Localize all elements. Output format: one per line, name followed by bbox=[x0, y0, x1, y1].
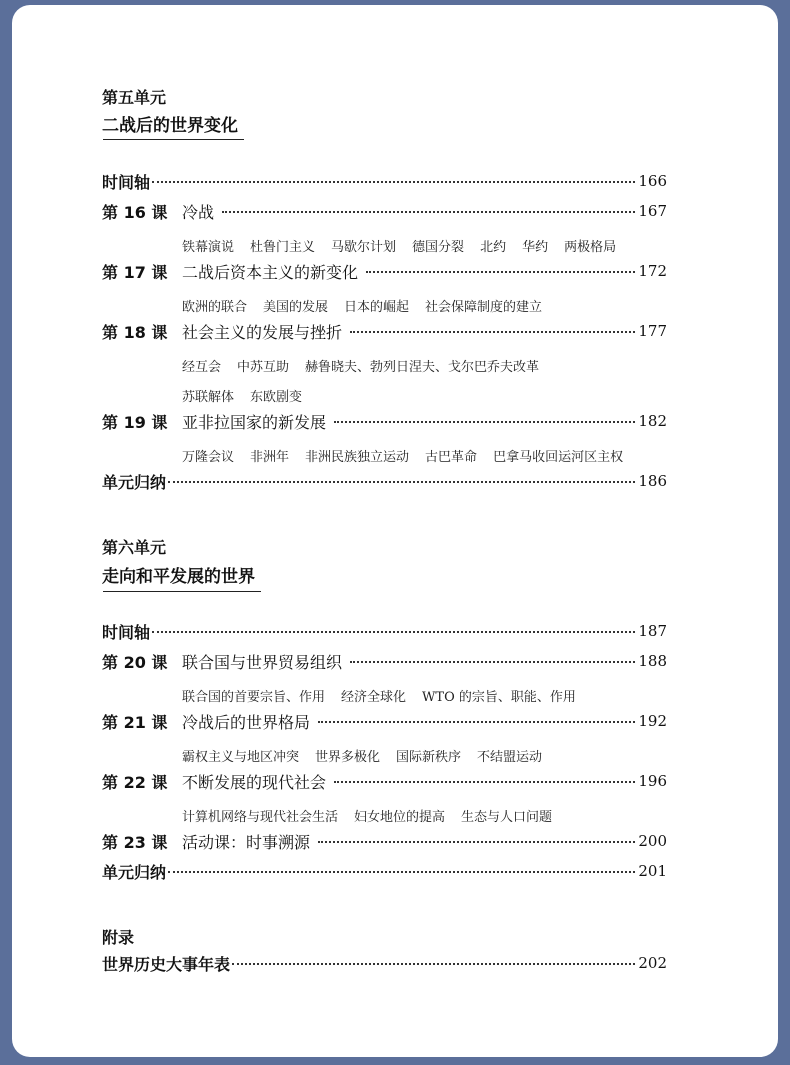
topic: 美国的发展 bbox=[263, 299, 329, 315]
lesson-16-topics bbox=[182, 234, 632, 256]
lesson-number: 第 18 课 bbox=[102, 322, 168, 342]
dot-leader bbox=[334, 781, 635, 783]
page-number: 196 bbox=[638, 772, 667, 790]
toc-entry-lesson-20[interactable] bbox=[102, 648, 667, 674]
topic: 北约 bbox=[480, 239, 507, 255]
topic: 万隆会议 bbox=[182, 449, 235, 465]
lesson-title: 不断发展的现代社会 bbox=[182, 772, 327, 792]
page-number: 186 bbox=[638, 472, 667, 490]
entry-title: 单元归纳 bbox=[102, 472, 167, 492]
page-number: 187 bbox=[638, 622, 667, 640]
unit6-label: 第六单元 bbox=[102, 538, 167, 557]
lesson-number: 第 23 课 bbox=[102, 832, 168, 852]
topic: 经互会 bbox=[182, 359, 222, 375]
toc-entry-lesson-23[interactable] bbox=[102, 828, 667, 854]
lesson-title: 亚非拉国家的新发展 bbox=[182, 412, 327, 432]
lesson-22-topics bbox=[182, 804, 568, 826]
entry-title: 世界历史大事年表 bbox=[102, 954, 231, 974]
topic: 欧洲的联合 bbox=[182, 299, 248, 315]
lesson-20-topics bbox=[182, 684, 592, 706]
topic: WTO 的宗旨、职能、作用 bbox=[422, 689, 576, 705]
toc-entry-unit6-timeline[interactable] bbox=[102, 618, 667, 644]
lesson-number: 第 21 课 bbox=[102, 712, 168, 732]
unit5-title: 二战后的世界变化 bbox=[102, 116, 238, 136]
dot-leader bbox=[366, 271, 635, 273]
topic: 苏联解体 bbox=[182, 389, 235, 405]
unit5-underline bbox=[103, 139, 244, 140]
lesson-18-topics-continued bbox=[182, 384, 318, 406]
unit6-underline bbox=[103, 591, 261, 592]
dot-leader bbox=[350, 661, 635, 663]
appendix-label: 附录 bbox=[102, 928, 135, 947]
page-number: 201 bbox=[638, 862, 667, 880]
toc-entry-lesson-18[interactable] bbox=[102, 318, 667, 344]
page-number: 172 bbox=[638, 262, 667, 280]
dot-leader bbox=[152, 181, 635, 183]
topic: 社会保障制度的建立 bbox=[425, 299, 543, 315]
lesson-number: 第 17 课 bbox=[102, 262, 168, 282]
topic: 巴拿马收回运河区主权 bbox=[493, 449, 624, 465]
toc-entry-appendix-chronology[interactable] bbox=[102, 950, 667, 976]
dot-leader bbox=[168, 871, 635, 873]
topic: 非洲年 bbox=[250, 449, 290, 465]
page-number: 188 bbox=[638, 652, 667, 670]
topic: 德国分裂 bbox=[412, 239, 465, 255]
page-number: 167 bbox=[638, 202, 667, 220]
topic: 铁幕演说 bbox=[182, 239, 235, 255]
dot-leader bbox=[152, 631, 635, 633]
entry-title: 时间轴 bbox=[102, 622, 151, 642]
topic: 霸权主义与地区冲突 bbox=[182, 749, 300, 765]
lesson-title: 冷战 bbox=[182, 202, 215, 222]
topic: 计算机网络与现代社会生活 bbox=[182, 809, 339, 825]
lesson-19-topics bbox=[182, 444, 639, 466]
topic: 两极格局 bbox=[564, 239, 617, 255]
lesson-18-topics bbox=[182, 354, 555, 376]
dot-leader bbox=[318, 841, 635, 843]
topic: 生态与人口问题 bbox=[461, 809, 553, 825]
lesson-number: 第 19 课 bbox=[102, 412, 168, 432]
toc-entry-unit6-summary[interactable] bbox=[102, 858, 667, 884]
page-number: 200 bbox=[638, 832, 667, 850]
topic: 妇女地位的提高 bbox=[354, 809, 446, 825]
topic: 世界多极化 bbox=[315, 749, 381, 765]
page bbox=[12, 5, 778, 1057]
dot-leader bbox=[334, 421, 635, 423]
toc-entry-unit5-summary[interactable] bbox=[102, 468, 667, 494]
unit6-title: 走向和平发展的世界 bbox=[102, 567, 255, 587]
lesson-title: 社会主义的发展与挫折 bbox=[182, 322, 343, 342]
toc-entry-lesson-19[interactable] bbox=[102, 408, 667, 434]
toc-entry-lesson-22[interactable] bbox=[102, 768, 667, 794]
toc-entry-lesson-16[interactable] bbox=[102, 198, 667, 224]
dot-leader bbox=[232, 963, 635, 965]
lesson-title: 活动课：时事溯源 bbox=[182, 832, 311, 852]
topic: 赫鲁晓夫、勃列日涅夫、戈尔巴乔夫改革 bbox=[305, 359, 540, 375]
topic: 不结盟运动 bbox=[477, 749, 543, 765]
topic: 中苏互助 bbox=[237, 359, 290, 375]
lesson-title: 联合国与世界贸易组织 bbox=[182, 652, 343, 672]
lesson-17-topics bbox=[182, 294, 558, 316]
toc-entry-lesson-21[interactable] bbox=[102, 708, 667, 734]
dot-leader bbox=[350, 331, 635, 333]
topic: 古巴革命 bbox=[425, 449, 478, 465]
toc-entry-unit5-timeline[interactable] bbox=[102, 168, 667, 194]
lesson-21-topics bbox=[182, 744, 558, 766]
topic: 东欧剧变 bbox=[250, 389, 303, 405]
dot-leader bbox=[168, 481, 635, 483]
page-number: 192 bbox=[638, 712, 667, 730]
topic: 杜鲁门主义 bbox=[250, 239, 316, 255]
dot-leader bbox=[222, 211, 635, 213]
topic: 联合国的首要宗旨、作用 bbox=[182, 689, 326, 705]
toc-entry-lesson-17[interactable] bbox=[102, 258, 667, 284]
unit5-label: 第五单元 bbox=[102, 88, 167, 107]
lesson-number: 第 20 课 bbox=[102, 652, 168, 672]
entry-title: 单元归纳 bbox=[102, 862, 167, 882]
topic: 经济全球化 bbox=[341, 689, 407, 705]
lesson-number: 第 16 课 bbox=[102, 202, 168, 222]
topic: 日本的崛起 bbox=[344, 299, 410, 315]
entry-title: 时间轴 bbox=[102, 172, 151, 192]
dot-leader bbox=[318, 721, 635, 723]
topic: 马歇尔计划 bbox=[331, 239, 397, 255]
page-number: 202 bbox=[638, 954, 667, 972]
lesson-title: 冷战后的世界格局 bbox=[182, 712, 311, 732]
page-number: 177 bbox=[638, 322, 667, 340]
topic: 华约 bbox=[522, 239, 549, 255]
topic: 国际新秩序 bbox=[396, 749, 462, 765]
page-number: 182 bbox=[638, 412, 667, 430]
lesson-title: 二战后资本主义的新变化 bbox=[182, 262, 359, 282]
lesson-number: 第 22 课 bbox=[102, 772, 168, 792]
page-number: 166 bbox=[638, 172, 667, 190]
topic: 非洲民族独立运动 bbox=[305, 449, 410, 465]
